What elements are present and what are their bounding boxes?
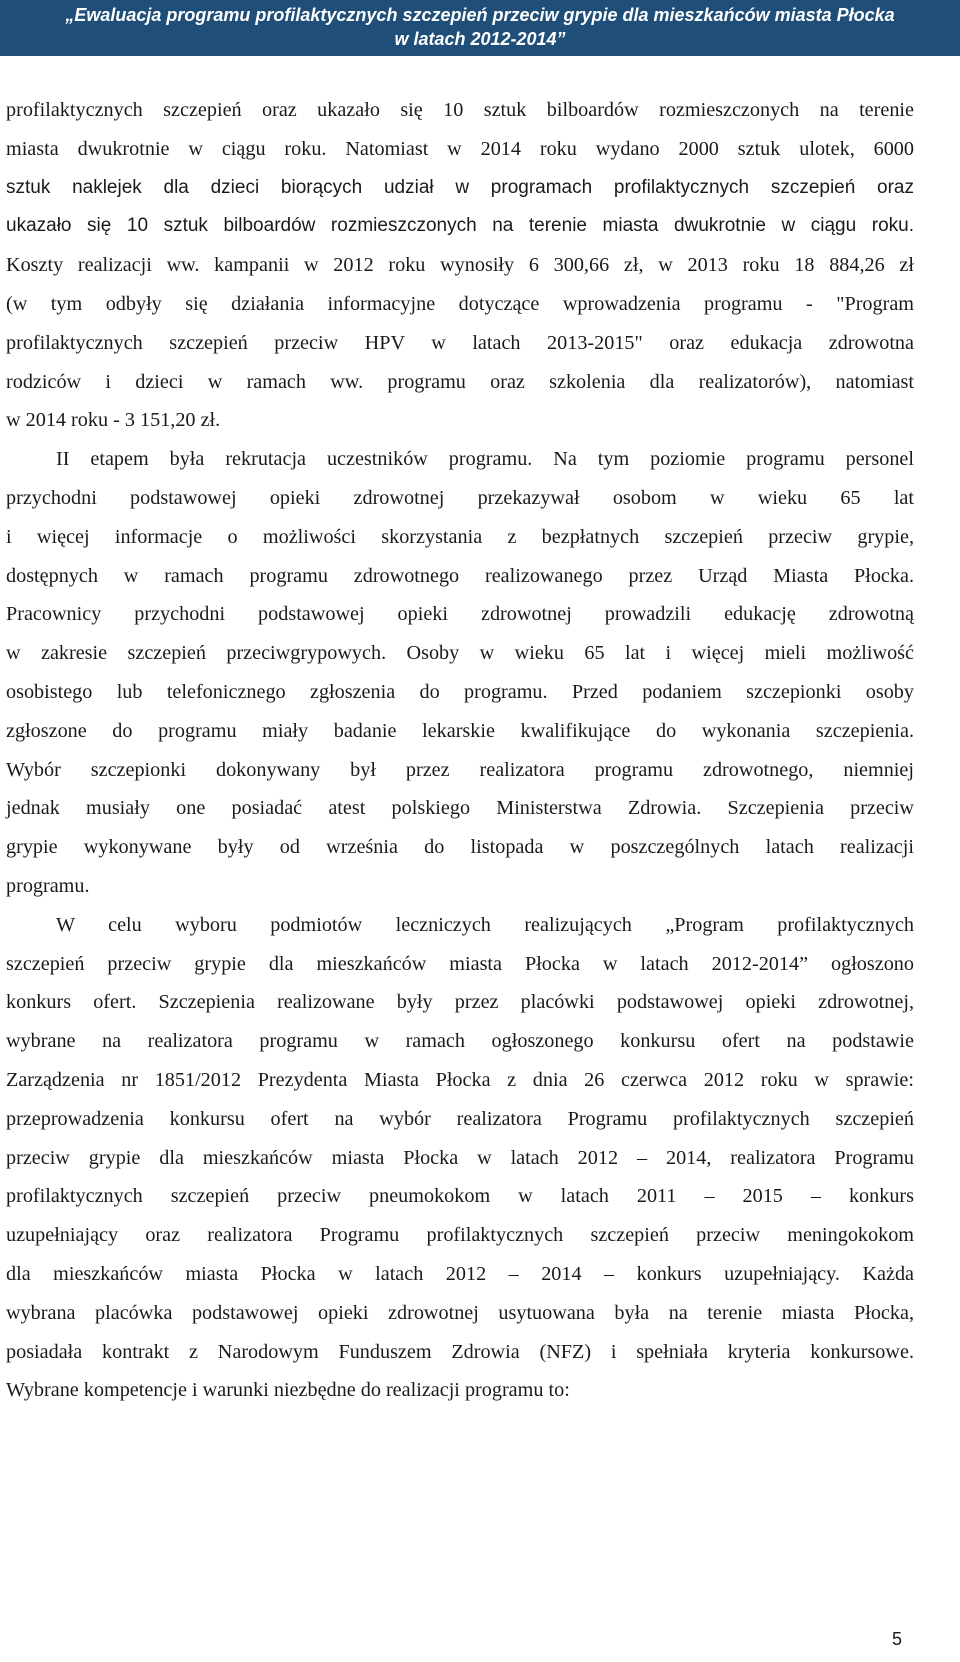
text-line: jednak musiały one posiadać atest polskiego Ministerstwa Zdrowia. Szczepienia przeciw (6, 797, 914, 820)
paragraph-start-line: W celu wyboru podmiotów leczniczych realizujących „Program profilaktycznych (56, 913, 914, 936)
text-line: sztuk naklejek dla dzieci biorących udział w programach profilaktycznych szczepień oraz (6, 176, 914, 198)
page-number: 5 (891, 1629, 902, 1649)
text-line: profilaktycznych szczepień oraz ukazało się 10 sztuk bilboardów rozmieszczonych na terenie (6, 99, 914, 121)
text-line: miasta dwukrotnie w ciągu roku. Natomiast w 2014 roku wydano 2000 sztuk ulotek, 6000 (6, 137, 914, 160)
text-line: ukazało się 10 sztuk bilboardów rozmieszczonych na terenie miasta dwukrotnie w ciągu roku. (6, 215, 914, 237)
text-line: dostępnych w ramach programu zdrowotnego realizowanego przez Urząd Miasta Płocka. (6, 564, 914, 587)
text-line: profilaktycznych szczepień przeciw HPV w latach 2013-2015" oraz edukacja zdrowotna (6, 331, 914, 354)
text-line: Wybrane kompetencje i warunki niezbędne do realizacji programu to: (6, 1379, 570, 1402)
text-line: przeciw grypie dla mieszkańców miasta Płocka w latach 2012 – 2014, realizatora Programu (6, 1146, 914, 1169)
text-line: osobistego lub telefonicznego zgłoszenia do programu. Przed podaniem szczepionki osoby (6, 680, 914, 703)
text-line: przychodni podstawowej opieki zdrowotnej przekazywał osobom w wieku 65 lat (6, 486, 914, 509)
text-line: w 2014 roku - 3 151,20 zł. (6, 409, 221, 432)
text-line: przeprowadzenia konkursu ofert na wybór realizatora Programu profilaktycznych szczepień (6, 1107, 914, 1130)
text-line: posiadała kontrakt z Narodowym Funduszem Zdrowia (NFZ) i spełniała kryteria konkursowe. (6, 1340, 914, 1363)
text-line: wybrana placówka podstawowej opieki zdrowotnej usytuowana była na terenie miasta Płocka, (6, 1301, 914, 1324)
text-line: programu. (6, 874, 90, 897)
running-header (0, 0, 960, 56)
header-title-line-2: w latach 2012-2014” (394, 29, 566, 49)
text-line: Koszty realizacji ww. kampanii w 2012 roku wynosiły 6 300,66 zł, w 2013 roku 18 884,26 zł (6, 254, 914, 277)
text-line: konkurs ofert. Szczepienia realizowane były przez placówki podstawowej opieki zdrowotnej, (6, 991, 914, 1014)
text-line: wybrane na realizatora programu w ramach ogłoszonego konkursu ofert na podstawie (6, 1030, 914, 1053)
text-line: grypie wykonywane były od września do listopada w poszczególnych latach realizacji (6, 836, 914, 859)
paragraph-start-line: II etapem była rekrutacja uczestników programu. Na tym poziomie programu personel (56, 448, 914, 471)
header-title-line-1: „Ewaluacja programu profilaktycznych szczepień przeciw grypie dla mieszkańców miasta Płocka (65, 5, 895, 25)
text-line: (w tym odbyły się działania informacyjne dotyczące wprowadzenia programu - "Program (6, 292, 914, 315)
text-line: Wybór szczepionki dokonywany był przez realizatora programu zdrowotnego, niemniej (6, 758, 914, 781)
text-line: dla mieszkańców miasta Płocka w latach 2012 – 2014 – konkurs uzupełniający. Każda (6, 1262, 914, 1285)
text-line: Zarządzenia nr 1851/2012 Prezydenta Miasta Płocka z dnia 26 czerwca 2012 roku w sprawie: (6, 1068, 914, 1091)
text-line: i więcej informacje o możliwości skorzystania z bezpłatnych szczepień przeciw grypie, (6, 525, 914, 548)
text-line: uzupełniający oraz realizatora Programu profilaktycznych szczepień przeciw meningokokom (6, 1224, 914, 1247)
text-line: w zakresie szczepień przeciwgrypowych. Osoby w wieku 65 lat i więcej mieli możliwość (6, 642, 914, 665)
text-line: rodziców i dzieci w ramach ww. programu oraz szkolenia dla realizatorów), natomiast (6, 370, 914, 393)
text-line: profilaktycznych szczepień przeciw pneumokokom w latach 2011 – 2015 – konkurs (6, 1185, 914, 1208)
body-text (6, 91, 914, 1410)
text-line: zgłoszone do programu miały badanie lekarskie kwalifikujące do wykonania szczepienia. (6, 719, 914, 742)
text-line: szczepień przeciw grypie dla mieszkańców miasta Płocka w latach 2012-2014” ogłoszono (6, 952, 914, 975)
text-line: Pracownicy przychodni podstawowej opieki zdrowotnej prowadzili edukację zdrowotną (6, 603, 914, 626)
